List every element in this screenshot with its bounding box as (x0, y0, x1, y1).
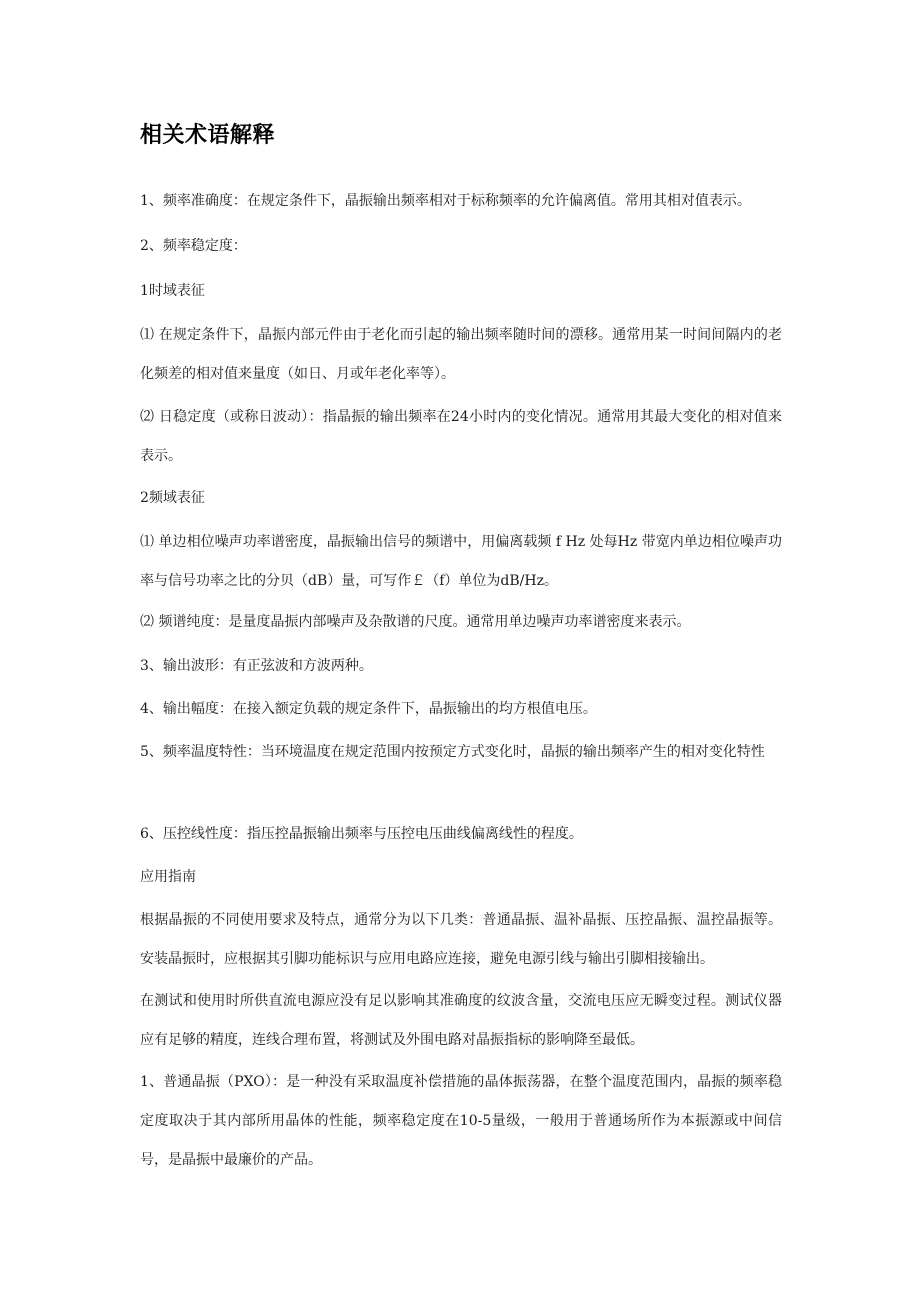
paragraph-output-amplitude: 4、输出幅度：在接入额定负载的规定条件下，晶振输出的均方根值电压。 (140, 701, 597, 717)
paragraph-spectral-purity: ⑵ 频谱纯度：是量度晶振内部噪声及杂散谱的尺度。通常用单边噪声功率谱密度来表示。 (140, 614, 691, 630)
paragraph-daily-stability: ⑵ 日稳定度（或称日波动）：指晶振的输出频率在24小时内的变化情况。通常用其最大变化的相对值来表示。 (140, 409, 782, 464)
paragraph-frequency-domain-heading: 2频域表征 (140, 490, 205, 506)
paragraph-aging-drift: ⑴ 在规定条件下，晶振内部元件由于老化而引起的输出频率随时间的漂移。通常用某一时间间隔内的老化频差的相对值来量度（如日、月或年老化率等）。 (140, 327, 782, 382)
paragraph-testing-notes: 在测试和使用时所供直流电源应没有足以影响其准确度的纹波含量，交流电压应无瞬变过程。测试仪器应有足够的精度，连线合理布置，将测试及外围电路对晶振指标的影响降至最低。 (140, 993, 782, 1048)
paragraph-vc-linearity: 6、压控线性度：指压控晶振输出频率与压控电压曲线偏离线性的程度。 (140, 826, 583, 842)
page-title: 相关术语解释 (140, 123, 276, 148)
paragraph-pxo: 1、普通晶振（PXO）：是一种没有采取温度补偿措施的晶体振荡器，在整个温度范围内，晶振的频率稳定度取决于其内部所用晶体的性能，频率稳定度在10-5量级，一般用于普通场所作为本振源或中间信号，是晶振中最廉价的产品。 (140, 1074, 782, 1168)
paragraph-frequency-temperature: 5、频率温度特性：当环境温度在规定范围内按预定方式变化时，晶振的输出频率产生的相对变化特性 (140, 744, 765, 760)
paragraph-phase-noise: ⑴ 单边相位噪声功率谱密度，晶振输出信号的频谱中，用偏离载频 f Hz 处每Hz 带宽内单边相位噪声功率与信号功率之比的分贝（dB）量，可写作￡（f）单位为dB/Hz。 (140, 534, 782, 589)
paragraph-output-waveform: 3、输出波形：有正弦波和方波两种。 (140, 658, 373, 674)
paragraph-frequency-accuracy: 1、频率准确度：在规定条件下，晶振输出频率相对于标称频率的允许偏离值。常用其相对值表示。 (140, 193, 751, 209)
paragraph-application-guide-heading: 应用指南 (140, 869, 196, 885)
paragraph-classification: 根据晶振的不同使用要求及特点，通常分为以下几类：普通晶振、温补晶振、压控晶振、温控晶振等。安装晶振时，应根据其引脚功能标识与应用电路应连接，避免电源引线与输出引脚相接输出。 (140, 912, 782, 967)
paragraph-time-domain-heading: 1时域表征 (140, 283, 205, 299)
paragraph-frequency-stability-heading: 2、频率稳定度： (140, 238, 247, 254)
